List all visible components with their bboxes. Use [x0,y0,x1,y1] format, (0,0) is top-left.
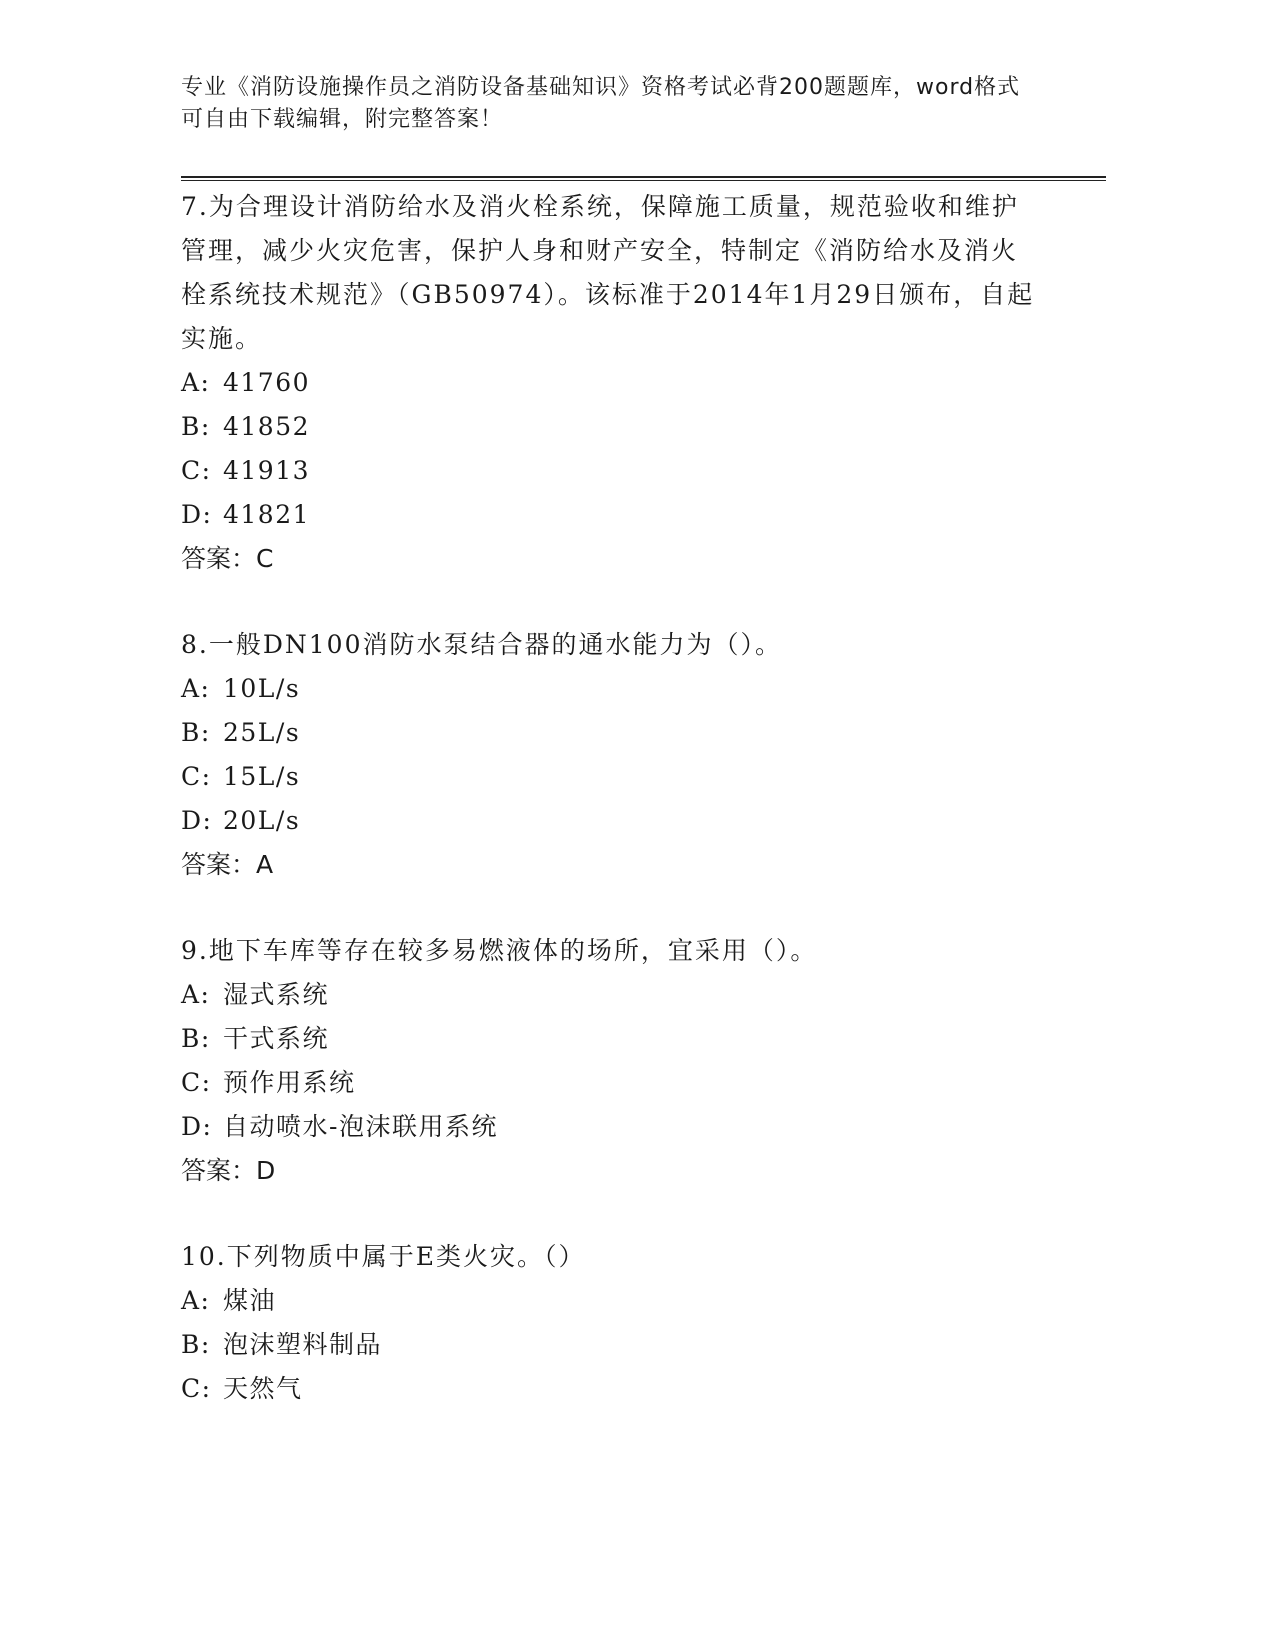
option-letter: C: [181,1374,212,1403]
option-letter: D: [181,1112,213,1141]
question-7 [181,185,1041,581]
option-letter: A: [181,368,211,397]
option-text: 41821 [223,500,311,529]
option-text: 41760 [223,368,311,397]
option-letter: C: [181,1068,212,1097]
answer-line: 答案：A [181,850,274,879]
option-letter: C: [181,762,212,791]
question-text: 8.一般DN100消防水泵结合器的通水能力为（）。 [181,630,782,659]
option-text: 天然气 [223,1374,303,1403]
option-letter: A: [181,1286,211,1315]
option-text: 泡沫塑料制品 [223,1330,383,1359]
header-divider [181,176,1106,181]
option-b [181,405,1041,449]
option-b [181,1017,1041,1061]
question-8 [181,623,1041,887]
option-a [181,361,1041,405]
option-c [181,449,1041,493]
option-letter: A: [181,674,211,703]
option-b [181,1323,1041,1367]
option-d [181,1105,1041,1149]
option-text: 41913 [223,456,311,485]
question-10 [181,1235,1041,1411]
option-letter: B: [181,718,211,747]
option-c [181,1367,1041,1411]
option-letter: A: [181,980,211,1009]
option-a [181,667,1041,711]
question-9 [181,929,1041,1193]
option-letter: D: [181,500,213,529]
option-c [181,755,1041,799]
option-a [181,973,1041,1017]
option-text: 湿式系统 [223,980,330,1009]
option-letter: C: [181,456,212,485]
option-text: 41852 [223,412,311,441]
option-d [181,493,1041,537]
option-text: 煤油 [223,1286,277,1315]
answer-line: 答案：D [181,1156,276,1185]
option-text: 干式系统 [223,1024,330,1053]
option-text: 预作用系统 [223,1068,356,1097]
option-text: 25L/s [223,718,301,747]
option-b [181,711,1041,755]
option-letter: B: [181,1024,211,1053]
option-letter: B: [181,412,211,441]
question-text: 9.地下车库等存在较多易燃液体的场所，宜采用（）。 [181,936,818,965]
option-c [181,1061,1041,1105]
document-header: 专业《消防设施操作员之消防设备基础知识》资格考试必背200题题库，word格式可自由下载编辑，附完整答案！ [181,75,1021,132]
option-text: 20L/s [223,806,301,835]
option-a [181,1279,1041,1323]
option-text: 10L/s [223,674,301,703]
question-text: 7.为合理设计消防给水及消火栓系统，保障施工质量，规范验收和维护管理，减少火灾危害，保护人身和财产安全，特制定《消防给水及消火栓系统技术规范》（GB50974）。该标准于2014年1月29日颁布，自起实施。 [181,192,1035,353]
answer-line: 答案：C [181,544,274,573]
option-d [181,799,1041,843]
question-list [181,185,1041,1453]
question-text: 10.下列物质中属于E类火灾。（） [181,1242,586,1271]
option-text: 自动喷水-泡沫联用系统 [223,1112,498,1141]
option-letter: D: [181,806,213,835]
option-letter: B: [181,1330,211,1359]
option-text: 15L/s [223,762,301,791]
